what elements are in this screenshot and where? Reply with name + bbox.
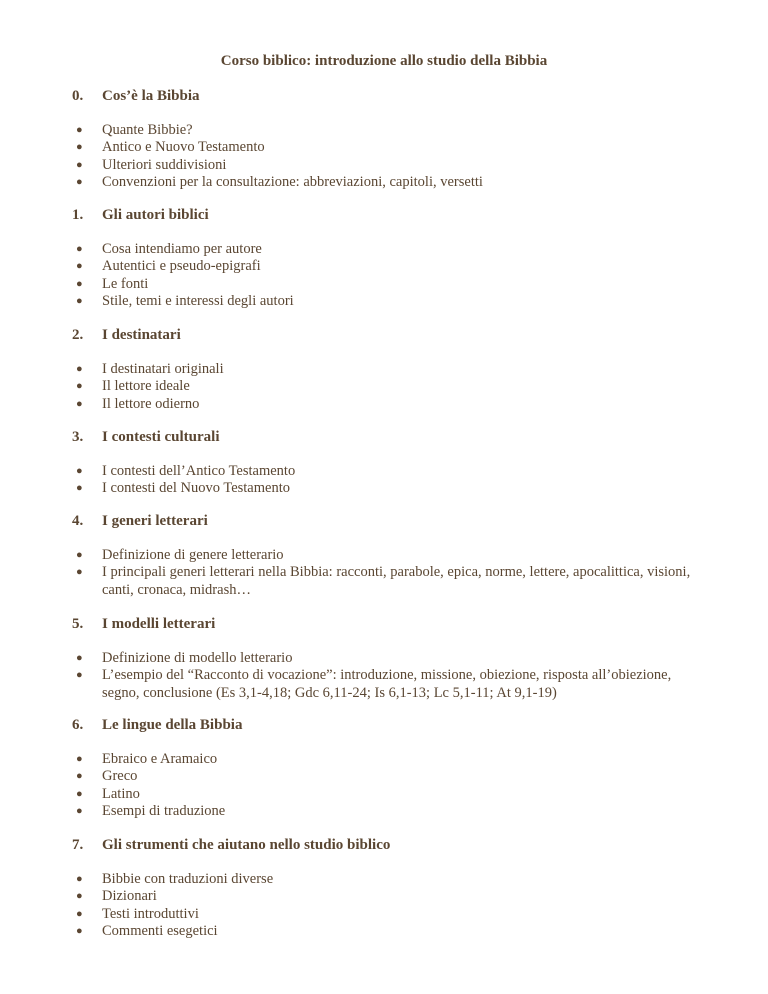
list-item [0, 768, 768, 785]
section-heading [72, 716, 242, 734]
list-item [0, 564, 768, 599]
list-item [0, 480, 768, 497]
bullet-icon: ● [76, 158, 83, 171]
list-item [0, 293, 768, 310]
bullet-icon: ● [76, 176, 83, 189]
list-item-text: Latino [102, 785, 140, 802]
bullet-icon: ● [76, 141, 83, 154]
list-item-text: Antico e Nuovo Testamento [102, 139, 265, 156]
list-item-text: I contesti dell’Antico Testamento [102, 463, 296, 479]
list-item [0, 923, 768, 940]
list-item [0, 122, 768, 139]
list-item [0, 139, 768, 156]
list-item [0, 650, 768, 667]
bullet-icon: ● [76, 243, 83, 255]
bullet-list [0, 871, 768, 941]
list-item [0, 751, 768, 768]
section-title: I contesti culturali [102, 429, 220, 445]
list-item [0, 547, 768, 564]
bullet-icon: ● [76, 397, 83, 410]
section-title: I destinatari [102, 327, 181, 343]
bullet-list [0, 122, 768, 192]
list-item [0, 396, 768, 413]
bullet-icon: ● [76, 124, 83, 136]
list-item-text: Cosa intendiamo per autore [102, 241, 262, 257]
bullet-list [0, 241, 768, 311]
bullet-icon: ● [76, 652, 83, 664]
bullet-list [0, 547, 768, 599]
list-item [0, 786, 768, 803]
bullet-icon: ● [76, 566, 83, 579]
list-item [0, 258, 768, 275]
bullet-icon: ● [76, 277, 83, 290]
list-item [0, 241, 768, 258]
bullet-icon: ● [76, 907, 83, 920]
list-item-text: Dizionari [102, 888, 157, 905]
section-heading [72, 206, 209, 224]
bullet-icon: ● [76, 465, 83, 477]
bullet-list [0, 361, 768, 413]
list-item [0, 174, 768, 191]
list-item-text: Ebraico e Aramaico [102, 751, 218, 767]
list-item-text: Definizione di genere letterario [102, 547, 284, 563]
list-item-text: Il lettore ideale [102, 378, 190, 395]
section-heading [72, 428, 220, 446]
list-item-text: L’esempio del “Racconto di vocazione”: introduzione, missione, obiezione, risposta all’obiezione, segno, conclusione (Es 3,1-4,18; Gdc 6,11-24; Is 6,1-13; Lc 5,1-11; At 9,1-19) [102, 667, 672, 701]
bullet-list [0, 650, 768, 702]
bullet-icon: ● [76, 753, 83, 765]
bullet-icon: ● [76, 363, 83, 375]
list-item [0, 463, 768, 480]
section-heading [72, 326, 181, 344]
list-item-text: Esempi di traduzione [102, 803, 226, 820]
list-item [0, 803, 768, 820]
bullet-icon: ● [76, 925, 83, 938]
bullet-icon: ● [76, 549, 83, 561]
section-title: Cos’è la Bibbia [102, 88, 200, 104]
list-item-text: Greco [102, 768, 138, 785]
section-number: 5. [72, 616, 84, 632]
section-heading [72, 836, 390, 854]
list-item-text: Autentici e pseudo-epigrafi [102, 258, 261, 275]
list-item-text: Ulteriori suddivisioni [102, 156, 227, 173]
bullet-icon: ● [76, 380, 83, 393]
bullet-icon: ● [76, 260, 83, 273]
list-item-text: Bibbie con traduzioni diverse [102, 871, 274, 887]
section-number: 4. [72, 513, 84, 529]
section-title: I modelli letterari [102, 616, 216, 632]
list-item-text: Le fonti [102, 275, 149, 292]
bullet-list [0, 751, 768, 821]
list-item-text: I contesti del Nuovo Testamento [102, 480, 290, 497]
section-title: I generi letterari [102, 513, 208, 529]
section-number: 3. [72, 429, 84, 445]
bullet-icon: ● [76, 873, 83, 885]
section-number: 2. [72, 327, 84, 343]
bullet-icon: ● [76, 770, 83, 783]
bullet-icon: ● [76, 295, 83, 308]
bullet-list [0, 463, 768, 498]
section-heading [72, 615, 215, 633]
list-item-text: Definizione di modello letterario [102, 650, 293, 666]
section-title: Gli strumenti che aiutano nello studio biblico [102, 837, 391, 853]
list-item-text: Commenti esegetici [102, 923, 218, 940]
section-number: 0. [72, 88, 84, 104]
section-title: Gli autori biblici [102, 207, 209, 223]
list-item-text: Testi introduttivi [102, 905, 199, 922]
list-item [0, 871, 768, 888]
section-number: 7. [72, 837, 84, 853]
bullet-icon: ● [76, 890, 83, 903]
list-item-text: I principali generi letterari nella Bibbia: racconti, parabole, epica, norme, lettere, apocalittica, visioni, canti, cronaca, midrash… [102, 564, 691, 598]
document-title: Corso biblico: introduzione allo studio della Bibbia [220, 53, 548, 69]
list-item [0, 667, 768, 702]
list-item [0, 888, 768, 905]
list-item [0, 378, 768, 395]
list-item [0, 906, 768, 923]
list-item-text: Il lettore odierno [102, 395, 200, 412]
section-number: 6. [72, 717, 84, 733]
list-item-text: Quante Bibbie? [102, 122, 193, 138]
section-title: Le lingue della Bibbia [102, 717, 243, 733]
bullet-icon: ● [76, 787, 83, 800]
list-item [0, 276, 768, 293]
bullet-icon: ● [76, 805, 83, 818]
list-item [0, 361, 768, 378]
section-number: 1. [72, 207, 84, 223]
section-heading [72, 512, 208, 530]
bullet-icon: ● [76, 482, 83, 495]
section-heading [72, 87, 200, 105]
list-item-text: I destinatari originali [102, 361, 224, 377]
list-item-text: Convenzioni per la consultazione: abbreviazioni, capitoli, versetti [102, 174, 483, 191]
list-item-text: Stile, temi e interessi degli autori [102, 293, 294, 310]
bullet-icon: ● [76, 669, 83, 682]
list-item [0, 157, 768, 174]
